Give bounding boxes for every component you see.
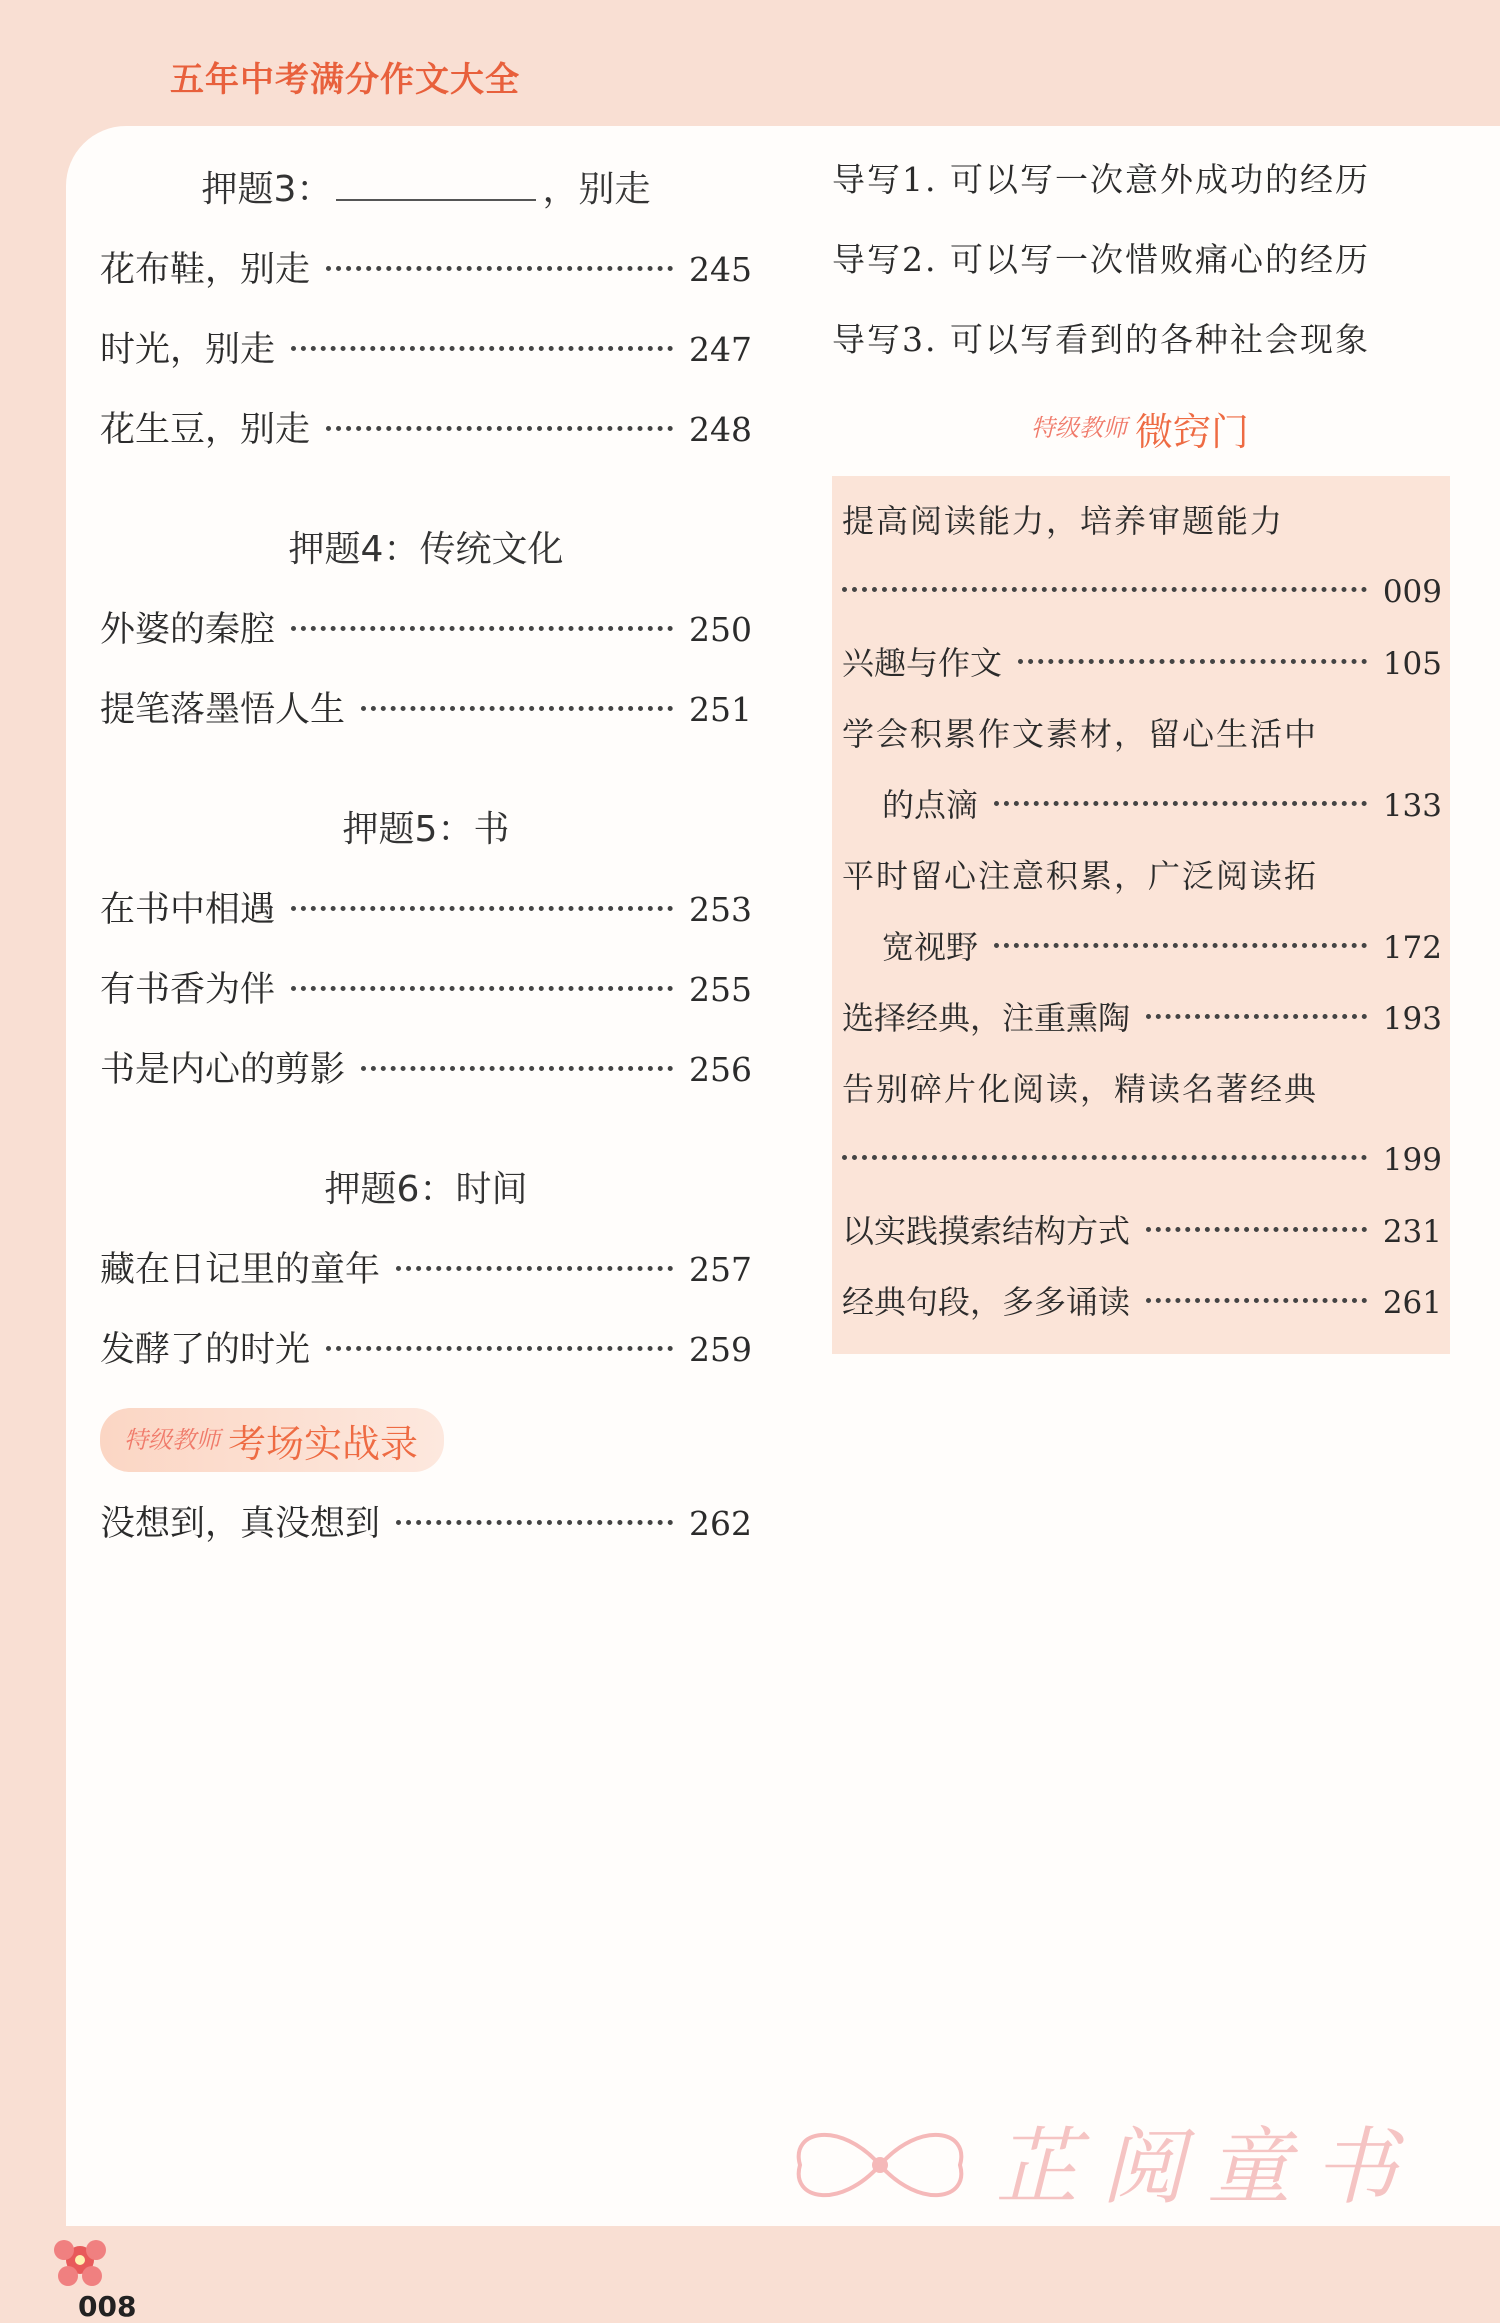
toc-entry[interactable] [100, 1230, 752, 1310]
dot-leader [361, 706, 673, 711]
entry-title: 有书香为伴 [100, 970, 276, 1010]
tip-entry[interactable] [842, 628, 1442, 699]
guide-line: 导写3. 可以写看到的各种社会现象 [832, 320, 1370, 359]
entry-page: 257 [689, 1250, 752, 1289]
guide-line: 导写1. 可以写一次意外成功的经历 [832, 160, 1370, 199]
dot-leader [291, 906, 673, 911]
toc-entry[interactable] [100, 1484, 752, 1564]
tip-line: 提高阅读能力，培养审题能力 [842, 502, 1285, 540]
section-tag-weiqiaomen [832, 396, 1450, 472]
dot-leader [291, 986, 673, 991]
book-title: 五年中考满分作文大全 [170, 60, 520, 100]
dot-leader [291, 626, 673, 631]
tip-entry[interactable] [842, 557, 1442, 628]
entry-page: 199 [1382, 1142, 1442, 1178]
entry-title: 外婆的秦腔 [100, 610, 276, 650]
entry-page: 253 [689, 890, 752, 929]
toc-entry[interactable] [100, 390, 752, 470]
tips-box [832, 476, 1450, 1354]
tip-entry[interactable] [842, 770, 1442, 841]
dot-leader [396, 1520, 673, 1525]
entry-page: 256 [689, 1050, 752, 1089]
section-heading [100, 150, 752, 230]
tip-entry[interactable] [842, 983, 1442, 1054]
entry-title: 提笔落墨悟人生 [100, 690, 346, 730]
toc-entry[interactable] [100, 1310, 752, 1390]
entry-page: 231 [1382, 1214, 1442, 1250]
heading-suffix: ，别走 [542, 169, 651, 210]
dot-leader [1018, 659, 1367, 664]
entry-page: 172 [1382, 930, 1442, 966]
dot-leader [1146, 1014, 1367, 1019]
section-heading: 押题4：传统文化 [288, 529, 564, 570]
tip-entry[interactable] [842, 912, 1442, 983]
entry-page: 247 [689, 330, 752, 369]
dot-leader [842, 1155, 1367, 1160]
tip-line: 学会积累作文素材，留心生活中 [842, 715, 1319, 753]
tip-line: 平时留心注意积累，广泛阅读拓 [842, 857, 1319, 895]
entry-page: 193 [1382, 1001, 1442, 1037]
toc-entry[interactable] [100, 870, 752, 950]
entry-title: 花生豆，别走 [100, 410, 311, 450]
entry-page: 248 [689, 410, 752, 449]
dot-leader [994, 943, 1367, 948]
entry-page: 262 [689, 1504, 752, 1543]
entry-title: 花布鞋，别走 [100, 250, 311, 290]
entry-page: 251 [689, 690, 752, 729]
entry-title: 兴趣与作文 [842, 644, 1003, 682]
entry-page: 261 [1382, 1285, 1442, 1321]
tag-name: 考场实战录 [228, 1421, 419, 1466]
entry-title: 发酵了的时光 [100, 1330, 311, 1370]
flower-icon [40, 2220, 120, 2300]
toc-entry[interactable] [100, 670, 752, 750]
tip-line: 告别碎片化阅读，精读名著经典 [842, 1070, 1319, 1108]
dot-leader [994, 801, 1367, 806]
section-heading: 押题6：时间 [324, 1169, 528, 1210]
dot-leader [842, 587, 1367, 592]
page-number: 008 [78, 2290, 137, 2323]
entry-page: 105 [1382, 646, 1442, 682]
entry-title: 时光，别走 [100, 330, 276, 370]
dot-leader [361, 1066, 673, 1071]
entry-page: 133 [1382, 788, 1442, 824]
section-tag-kaochang [100, 1408, 444, 1472]
entry-page: 250 [689, 610, 752, 649]
entry-title: 在书中相遇 [100, 890, 276, 930]
entry-title: 以实践摸索结构方式 [842, 1212, 1131, 1250]
teacher-badge-icon: 特级教师 [124, 1426, 220, 1454]
publisher-watermark: 芷阅童书 [995, 2118, 1420, 2216]
dot-leader [1146, 1298, 1367, 1303]
entry-title: 藏在日记里的童年 [100, 1250, 381, 1290]
guide-line: 导写2. 可以写一次惜败痛心的经历 [832, 240, 1370, 279]
tip-entry[interactable] [842, 1125, 1442, 1196]
entry-title: 经典句段，多多诵读 [842, 1283, 1131, 1321]
dot-leader [326, 426, 673, 431]
left-column [100, 150, 752, 1564]
entry-title: 宽视野 [882, 928, 979, 966]
entry-title: 的点滴 [882, 786, 979, 824]
toc-entry[interactable] [100, 1030, 752, 1110]
tag-name: 微窍门 [1134, 409, 1249, 454]
toc-entry[interactable] [100, 310, 752, 390]
dot-leader [396, 1266, 673, 1271]
toc-entry[interactable] [100, 590, 752, 670]
dot-leader [326, 1346, 673, 1351]
toc-entry[interactable] [100, 950, 752, 1030]
entry-title: 书是内心的剪影 [100, 1050, 346, 1090]
dot-leader [326, 266, 673, 271]
toc-entry[interactable] [100, 230, 752, 310]
dot-leader [291, 346, 673, 351]
dot-leader [1146, 1227, 1367, 1232]
blank-line [336, 173, 536, 201]
teacher-badge-icon: 特级教师 [1030, 414, 1127, 442]
entry-page: 009 [1382, 574, 1442, 610]
bow-decoration-icon [780, 2110, 980, 2220]
heading-prefix: 押题3： [201, 169, 333, 210]
right-column [832, 140, 1450, 1354]
tip-entry[interactable] [842, 1196, 1442, 1267]
section-heading: 押题5：书 [342, 809, 510, 850]
entry-title: 选择经典，注重熏陶 [842, 999, 1131, 1037]
entry-page: 255 [689, 970, 752, 1009]
entry-page: 259 [689, 1330, 752, 1369]
tip-entry[interactable] [842, 1267, 1442, 1338]
entry-page: 245 [689, 250, 752, 289]
entry-title: 没想到，真没想到 [100, 1504, 381, 1544]
